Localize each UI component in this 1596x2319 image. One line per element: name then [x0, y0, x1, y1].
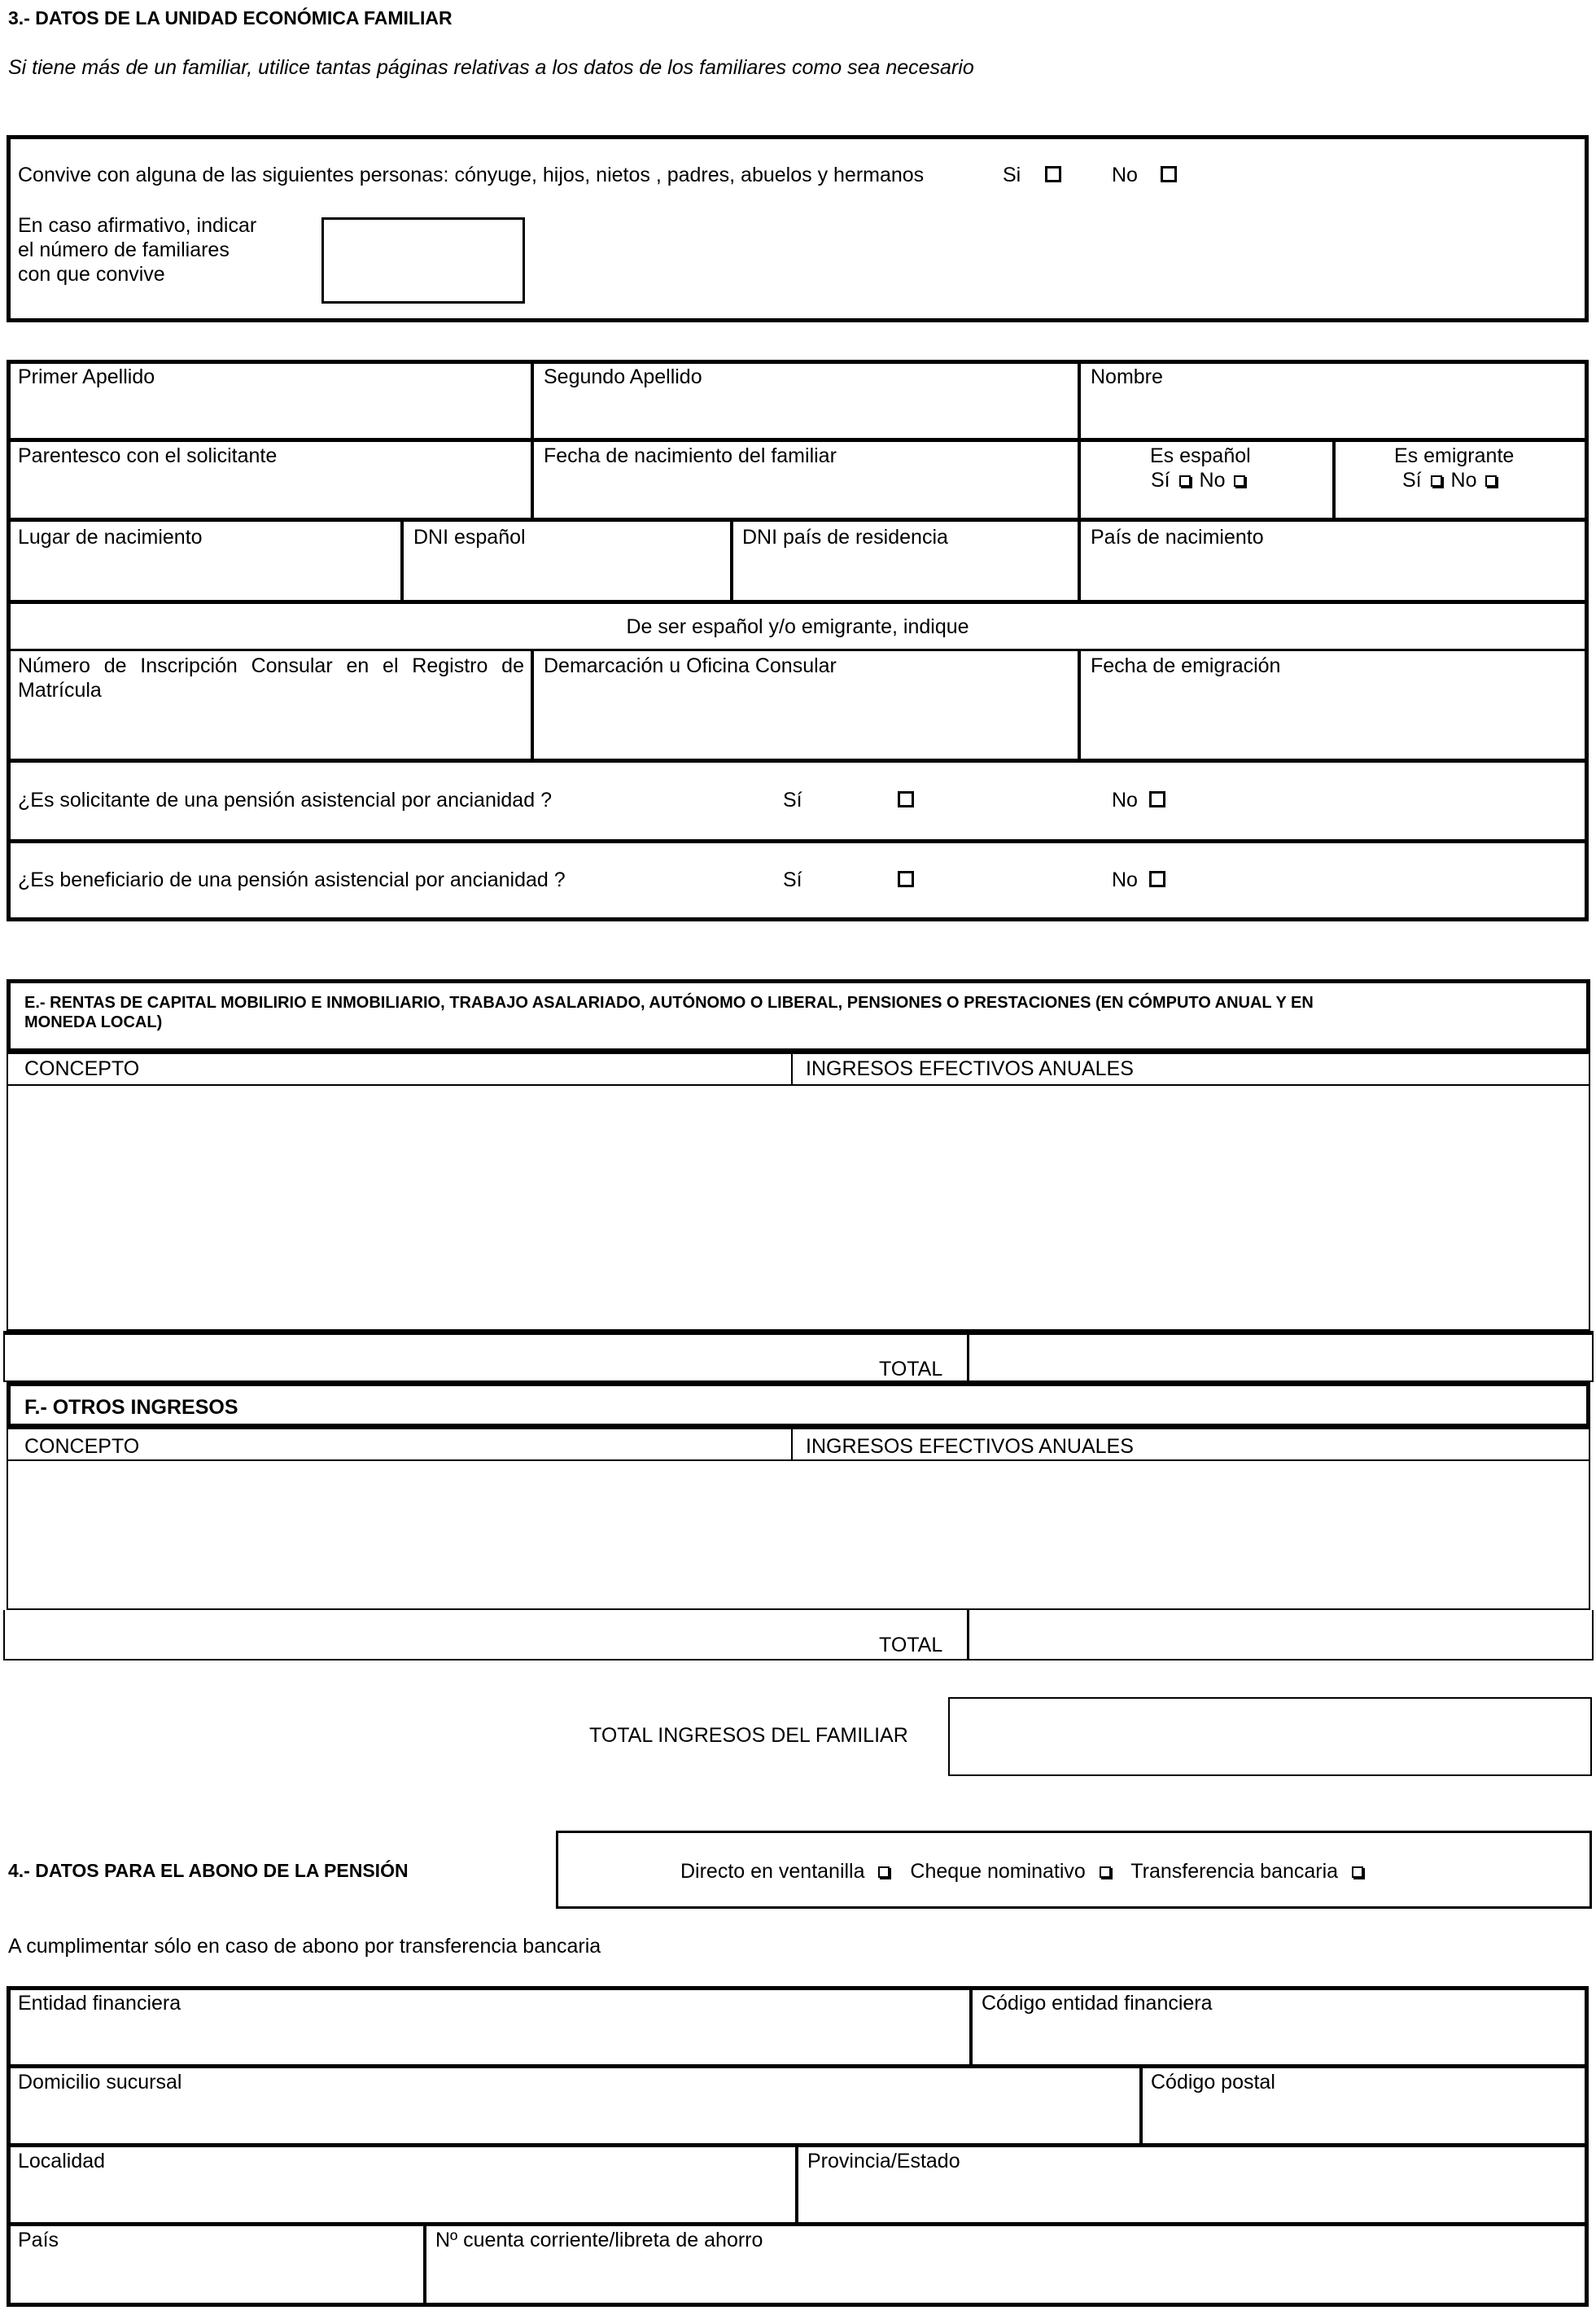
- transferencia-bancaria-checkbox[interactable]: [1352, 1866, 1363, 1878]
- es-emigrante-si-label: Sí: [1402, 469, 1422, 492]
- cumplimentar-note: A cumplimentar sólo en caso de abono por transferencia bancaria: [8, 1935, 601, 1958]
- es-emigrante-label: Es emigrante: [1394, 444, 1515, 467]
- nombre-input[interactable]: [1084, 389, 1582, 436]
- provincia-label: Provincia/Estado: [807, 2150, 960, 2172]
- convive-no-checkbox[interactable]: [1161, 166, 1177, 182]
- afirmativo-label-3: con que convive: [18, 263, 165, 286]
- provincia-input[interactable]: [802, 2175, 1582, 2221]
- es-emigrante-no-checkbox[interactable]: [1485, 475, 1497, 487]
- entidad-financiera-input[interactable]: [11, 2017, 965, 2063]
- codigo-entidad-label: Código entidad financiera: [982, 1992, 1213, 2015]
- nombre-label: Nombre: [1091, 365, 1163, 388]
- es-espanol-si-label: Sí: [1151, 469, 1170, 492]
- codigo-postal-label: Código postal: [1151, 2071, 1275, 2094]
- section-3-title: 3.- DATOS DE LA UNIDAD ECONÓMICA FAMILIAR: [8, 7, 453, 28]
- cuenta-input[interactable]: [431, 2254, 1582, 2301]
- cheque-nominativo-label: Cheque nominativo: [910, 1860, 1086, 1883]
- es-emigrante-si-checkbox[interactable]: [1431, 475, 1442, 487]
- demarcacion-label: Demarcación u Oficina Consular: [544, 654, 837, 677]
- domicilio-sucursal-input[interactable]: [11, 2096, 1135, 2142]
- section-e-total-input[interactable]: [970, 1335, 1590, 1380]
- abono-options: [680, 1859, 1366, 1884]
- es-espanol-si-checkbox[interactable]: [1179, 475, 1191, 487]
- dni-espanol-label: DNI español: [413, 526, 526, 549]
- solicitante-si-checkbox[interactable]: [898, 791, 914, 807]
- section-e-concepto-header: CONCEPTO: [24, 1057, 140, 1080]
- domicilio-sucursal-label: Domicilio sucursal: [18, 2071, 182, 2094]
- entidad-financiera-label: Entidad financiera: [18, 1992, 181, 2015]
- de-ser-espanol-label: De ser español y/o emigrante, indique: [626, 615, 969, 638]
- localidad-label: Localidad: [18, 2150, 106, 2172]
- es-emigrante-no-label: No: [1450, 469, 1477, 492]
- total-ingresos-familiar-input[interactable]: [948, 1697, 1592, 1776]
- codigo-entidad-input[interactable]: [977, 2017, 1582, 2063]
- section-f-rows-area[interactable]: [10, 1463, 1587, 1607]
- es-espanol-no-checkbox[interactable]: [1234, 475, 1245, 487]
- fecha-nacimiento-label: Fecha de nacimiento del familiar: [544, 444, 837, 467]
- primer-apellido-label: Primer Apellido: [18, 365, 155, 388]
- segundo-apellido-input[interactable]: [537, 389, 1074, 436]
- matricula-label: Matrícula: [18, 679, 102, 702]
- section-4-title: 4.- DATOS PARA EL ABONO DE LA PENSIÓN: [8, 1860, 409, 1881]
- convive-si-label: Si: [1003, 164, 1021, 186]
- solicitante-si-label: Sí: [783, 789, 802, 812]
- dni-pais-label: DNI país de residencia: [742, 526, 948, 549]
- cuenta-label: Nº cuenta corriente/libreta de ahorro: [435, 2229, 763, 2251]
- section-f-title: F.- OTROS INGRESOS: [24, 1396, 238, 1419]
- convive-si-checkbox[interactable]: [1045, 166, 1061, 182]
- section-3-subtitle: Si tiene más de un familiar, utilice tantas páginas relativas a los datos de los familiares como sea necesario: [8, 56, 974, 79]
- section-e-title-1: E.- RENTAS DE CAPITAL MOBILIRIO E INMOBILIARIO, TRABAJO ASALARIADO, AUTÓNOMO O LIBERAL, PENSIONES O PRESTACIONES (EN CÓMPUTO ANUAL Y EN: [24, 994, 1314, 1012]
- parentesco-label: Parentesco con el solicitante: [18, 444, 278, 467]
- convive-question: Convive con alguna de las siguientes personas: cónyuge, hijos, nietos , padres, abuelos y hermanos: [18, 164, 925, 186]
- numero-inscripcion-label: Número de Inscripción Consular en el Registro de: [18, 654, 524, 677]
- convive-no-label: No: [1112, 164, 1138, 186]
- directo-ventanilla-label: Directo en ventanilla: [680, 1860, 865, 1883]
- es-emigrante-options: [1402, 468, 1500, 492]
- cheque-nominativo-checkbox[interactable]: [1100, 1866, 1111, 1878]
- solicitante-no-checkbox[interactable]: [1149, 791, 1165, 807]
- section-f-total-input[interactable]: [970, 1612, 1590, 1659]
- section-f-total-label: TOTAL: [879, 1634, 943, 1656]
- afirmativo-label-2: el número de familiares: [18, 238, 230, 261]
- total-ingresos-familiar-label: TOTAL INGRESOS DEL FAMILIAR: [589, 1724, 908, 1747]
- section-e-header: [7, 979, 1590, 1052]
- section-e-title-2: MONEDA LOCAL): [24, 1013, 163, 1031]
- solicitante-pension-label: ¿Es solicitante de una pensión asistencial por ancianidad ?: [18, 789, 552, 812]
- afirmativo-label-1: En caso afirmativo, indicar: [18, 214, 257, 237]
- pais-nacimiento-input[interactable]: [1084, 550, 1582, 597]
- section-f-concepto-header: CONCEPTO: [24, 1435, 140, 1458]
- lugar-nacimiento-label: Lugar de nacimiento: [18, 526, 203, 549]
- lugar-nacimiento-input[interactable]: [11, 550, 397, 597]
- fecha-emigracion-label: Fecha de emigración: [1091, 654, 1281, 677]
- transferencia-bancaria-label: Transferencia bancaria: [1130, 1860, 1339, 1883]
- section-f-ingresos-header: INGRESOS EFECTIVOS ANUALES: [806, 1435, 1134, 1458]
- fecha-nacimiento-input[interactable]: [537, 469, 1074, 516]
- directo-ventanilla-checkbox[interactable]: [878, 1866, 890, 1878]
- es-espanol-label: Es español: [1150, 444, 1251, 467]
- beneficiario-si-label: Sí: [783, 869, 802, 891]
- numero-familiares-input[interactable]: [321, 217, 525, 304]
- beneficiario-no-label: No: [1112, 869, 1138, 891]
- section-e-total-label: TOTAL: [879, 1358, 943, 1380]
- section-e-ingresos-header: INGRESOS EFECTIVOS ANUALES: [806, 1057, 1134, 1080]
- pais-nacimiento-label: País de nacimiento: [1091, 526, 1264, 549]
- beneficiario-pension-label: ¿Es beneficiario de una pensión asistencial por ancianidad ?: [18, 869, 566, 891]
- pais-input[interactable]: [11, 2254, 418, 2301]
- dni-espanol-input[interactable]: [407, 550, 727, 597]
- beneficiario-si-checkbox[interactable]: [898, 871, 914, 887]
- codigo-postal-input[interactable]: [1146, 2096, 1582, 2142]
- dni-pais-input[interactable]: [737, 550, 1074, 597]
- localidad-input[interactable]: [11, 2175, 791, 2221]
- section-f-header: [7, 1382, 1590, 1428]
- segundo-apellido-label: Segundo Apellido: [544, 365, 702, 388]
- solicitante-no-label: No: [1112, 789, 1138, 812]
- primer-apellido-input[interactable]: [11, 389, 527, 436]
- parentesco-input[interactable]: [11, 469, 527, 516]
- es-espanol-no-label: No: [1199, 469, 1226, 492]
- section-e-rows-area[interactable]: [10, 1087, 1587, 1328]
- pais-label: País: [18, 2229, 59, 2251]
- es-espanol-options: [1151, 468, 1248, 492]
- beneficiario-no-checkbox[interactable]: [1149, 871, 1165, 887]
